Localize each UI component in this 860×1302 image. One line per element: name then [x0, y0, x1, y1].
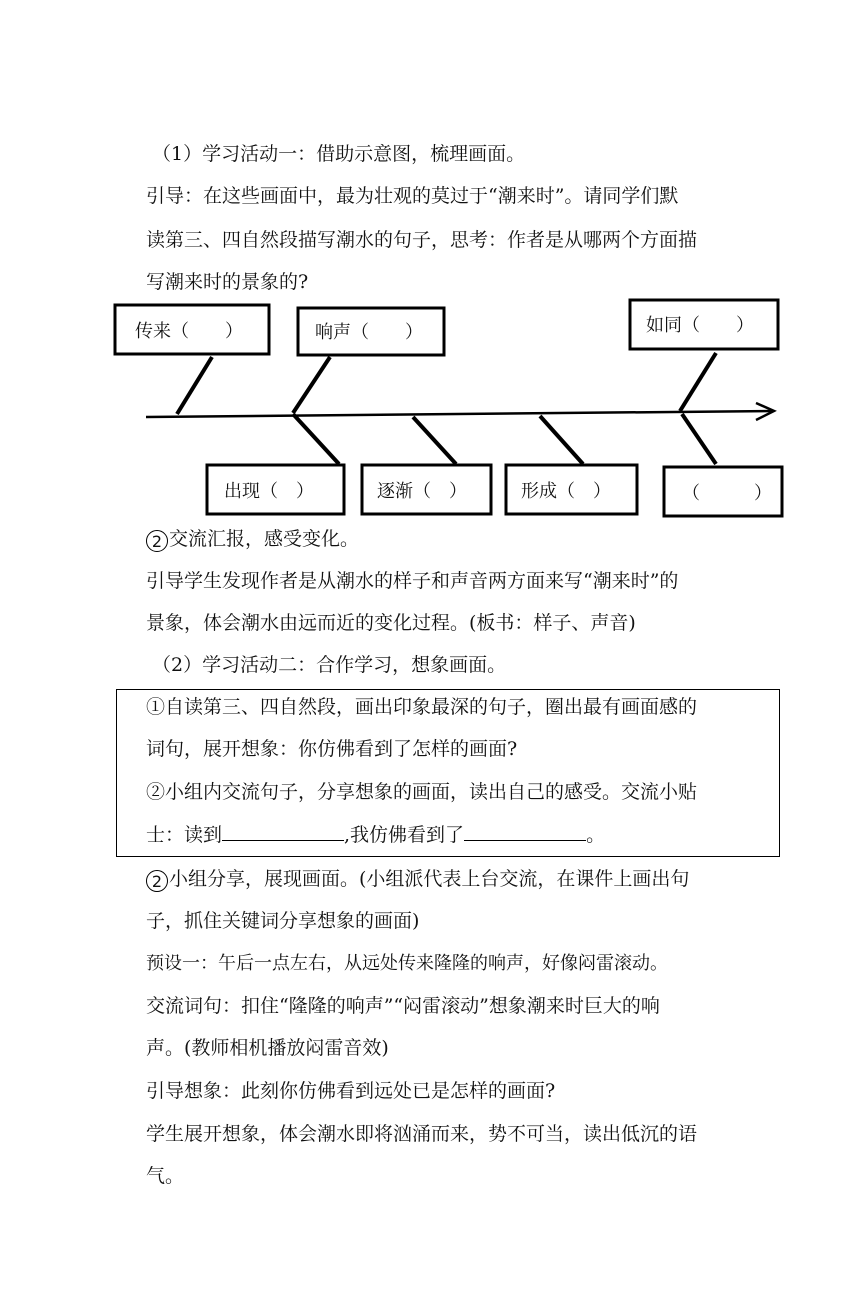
diagram-spine: [146, 411, 772, 417]
diagram-rib: [682, 414, 716, 464]
guide-text-line1: 引导：在这些画面中，最为壮观的莫过于“潮来时”。请同学们默: [146, 185, 679, 207]
diagram-label-top-1: 传来（ ）: [135, 321, 243, 342]
diagram-rib: [540, 416, 583, 464]
diagram-rib: [293, 357, 330, 413]
fishbone-diagram: [0, 296, 860, 526]
diagram-label-bottom-4: （ ）: [682, 483, 772, 504]
task-item2-line1: ②小组内交流句子，分享想象的画面，读出自己的感受。交流小贴: [146, 781, 698, 803]
diagram-label-top-2: 响声（ ）: [315, 322, 423, 343]
preset-one: 预设一：午后一点左右，从远处传来隆隆的响声，好像闷雷滚动。: [146, 953, 668, 974]
diagram-label-bottom-1: 出现（ ）: [224, 481, 314, 502]
diagram-label-top-3: 如同（ ）: [646, 315, 754, 336]
report-text-line1: 引导学生发现作者是从潮水的样子和声音两方面来写“潮来时”的: [146, 570, 679, 592]
guide-text-line2: 读第三、四自然段描写潮水的句子，思考：作者是从哪两个方面描: [146, 229, 698, 251]
section1-title: （1）学习活动一：借助示意图，梳理画面。: [152, 143, 526, 165]
diagram-rib: [413, 417, 456, 464]
task-item1-line2: 词句，展开想象：你仿佛看到了怎样的画面?: [146, 738, 518, 760]
diagram-label-bottom-3: 形成（ ）: [521, 481, 611, 502]
task-item1-line1: ①自读第三、四自然段，画出印象最深的句子，圈出最有画面感的: [146, 696, 698, 718]
exchange-words-line1: 交流词句：扣住“隆隆的响声”“闷雷滚动”想象潮来时巨大的响: [146, 995, 660, 1017]
students-line2: 气。: [146, 1165, 185, 1187]
guide-imagine: 引导想象：此刻你仿佛看到远处已是怎样的画面?: [146, 1080, 556, 1102]
section2-title: （2）学习活动二：合作学习，想象画面。: [152, 654, 507, 676]
students-line1: 学生展开想象，体会潮水即将汹涌而来，势不可当，读出低沉的语: [146, 1123, 698, 1145]
guide-text-line3: 写潮来时的景象的?: [146, 271, 309, 293]
diagram-rib: [177, 357, 212, 414]
task-item2-line2: 士：读到 ,我仿佛看到了 。: [146, 824, 606, 846]
answer-blank: [464, 822, 586, 841]
circled-number: 2: [146, 530, 168, 552]
diagram-rib: [293, 414, 339, 464]
report-heading: 2 交流汇报，感受变化。: [146, 526, 359, 552]
answer-blank: [222, 822, 344, 841]
report-text-line2: 景象，体会潮水由远而近的变化过程。(板书：样子、声音): [146, 612, 636, 634]
exchange-words-line2: 声。(教师相机播放闷雷音效): [146, 1037, 389, 1059]
diagram-rib: [680, 353, 716, 411]
share-heading: 2 小组分享，展现画面。(小组派代表上台交流，在课件上画出句: [146, 866, 689, 892]
share-heading-line2: 子，抓住关键词分享想象的画面): [146, 910, 420, 932]
circled-number: 2: [146, 870, 168, 892]
diagram-label-bottom-2: 逐渐（ ）: [377, 481, 467, 502]
